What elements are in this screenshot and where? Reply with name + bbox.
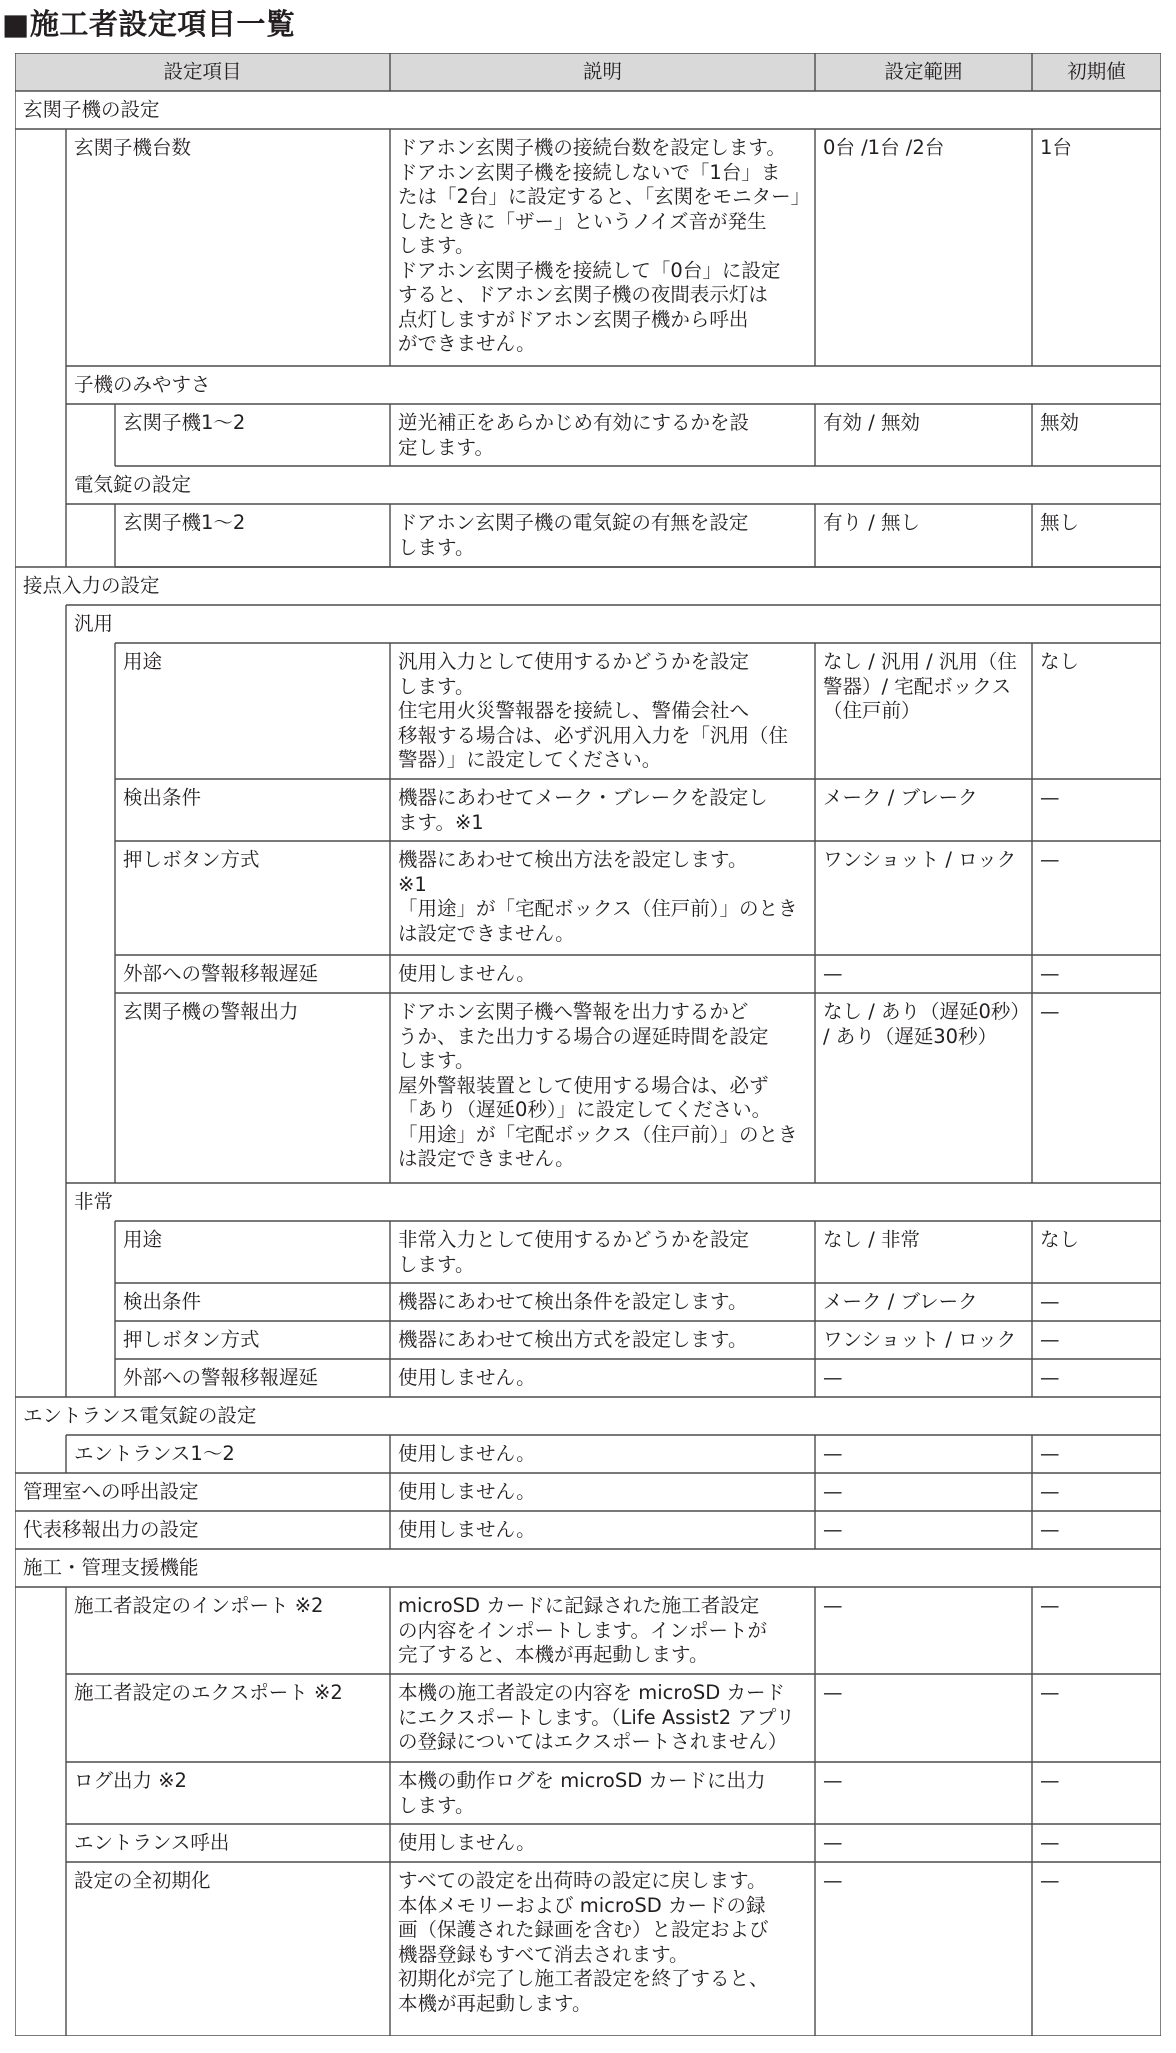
row-label: 玄関子機1〜2 — [123, 511, 246, 534]
row-range: メーク / ブレーク — [823, 786, 978, 809]
page-title: ■施工者設定項目一覧 — [2, 7, 296, 41]
row-range: — — [823, 1442, 843, 1465]
row-range: — — [823, 1366, 843, 1389]
row-default: なし — [1040, 1228, 1080, 1251]
row-description: ドアホン玄関子機へ警報を出力するかど うか、また出力する場合の遅延時間を設定 します。 屋外警報装置として使用する場合は、必ず 「あり（遅延0秒）」に設定してください。 「用途」が「宅配ボックス（住戸前）」のとき は設定できません。 — [398, 1000, 798, 1170]
row-default: — — [1040, 1480, 1060, 1503]
row-default: — — [1040, 1594, 1060, 1617]
row-description: 機器にあわせて検出方式を設定します。 — [398, 1328, 748, 1351]
row-label: 押しボタン方式 — [123, 848, 260, 871]
row-default: — — [1040, 1681, 1060, 1704]
row-label: ログ出力 ※2 — [74, 1769, 187, 1792]
row-range: なし / あり（遅延0秒） / あり（遅延30秒） — [823, 1000, 1030, 1048]
row-default: — — [1040, 1831, 1060, 1854]
subsection-title-lock: 電気錠の設定 — [74, 473, 192, 496]
row-default: — — [1040, 1442, 1060, 1465]
row-range: — — [823, 1831, 843, 1854]
row-description: 本機の動作ログを microSD カードに出力 します。 — [398, 1769, 766, 1817]
row-range: ワンショット / ロック — [823, 1328, 1017, 1351]
row-default: — — [1040, 1000, 1060, 1023]
row-label: 外部への警報移報遅延 — [123, 962, 319, 985]
row-label: 検出条件 — [123, 1290, 202, 1313]
section-title-entrance-lock: エントランス電気錠の設定 — [23, 1404, 257, 1427]
subsection-title-emergency: 非常 — [74, 1190, 114, 1213]
row-range: — — [823, 1869, 843, 1892]
settings-table — [15, 53, 1161, 2036]
header-description: 説明 — [582, 60, 622, 83]
row-description: 使用しません。 — [398, 962, 536, 985]
row-description: すべての設定を出荷時の設定に戻します。 本体メモリーおよび microSD カードの録 画（保護された録画を含む）と設定および 機器登録もすべて消去されます。 初期化が完了し施工者設定を終了すると、 本機が再起動します。 — [398, 1869, 769, 2015]
subsection-title-visibility: 子機のみやすさ — [74, 373, 211, 396]
row-description: 機器にあわせて検出方法を設定します。 ※1 「用途」が「宅配ボックス（住戸前）」のとき は設定できません。 — [398, 848, 798, 945]
row-label: 施工者設定のインポート ※2 — [74, 1594, 324, 1617]
row-label: エントランス呼出 — [74, 1831, 230, 1854]
row-label: 用途 — [123, 650, 163, 673]
row-default: — — [1040, 1290, 1060, 1313]
row-description: 汎用入力として使用するかどうかを設定 します。 住宅用火災警報器を接続し、警備会社へ 移報する場合は、必ず汎用入力を「汎用（住 警器）」に設定してください。 — [398, 650, 789, 771]
row-default: — — [1040, 848, 1060, 871]
row-label: 代表移報出力の設定 — [23, 1518, 199, 1541]
row-default: 無効 — [1040, 411, 1080, 434]
row-default: — — [1040, 1518, 1060, 1541]
row-label: 検出条件 — [123, 786, 202, 809]
subsection-title-general: 汎用 — [74, 612, 114, 635]
section-title-support: 施工・管理支援機能 — [23, 1556, 199, 1579]
header-default: 初期値 — [1067, 60, 1126, 83]
row-description: ドアホン玄関子機の電気錠の有無を設定 します。 — [398, 511, 749, 559]
row-range: — — [823, 1681, 843, 1704]
row-range: — — [823, 1594, 843, 1617]
row-label: 用途 — [123, 1228, 163, 1251]
row-range: ワンショット / ロック — [823, 848, 1017, 871]
section-title-contact: 接点入力の設定 — [23, 574, 160, 597]
row-description: 使用しません。 — [398, 1366, 536, 1389]
row-label: 設定の全初期化 — [74, 1869, 211, 1892]
header-range: 設定範囲 — [884, 60, 963, 83]
row-default: — — [1040, 1869, 1060, 1892]
row-label: 管理室への呼出設定 — [23, 1480, 199, 1503]
row-range: なし / 非常 — [823, 1228, 920, 1251]
row-label: エントランス1〜2 — [74, 1442, 235, 1465]
header-item: 設定項目 — [163, 60, 242, 83]
row-description: 使用しません。 — [398, 1442, 536, 1465]
row-default: — — [1040, 1366, 1060, 1389]
row-label: 押しボタン方式 — [123, 1328, 260, 1351]
row-default: — — [1040, 1769, 1060, 1792]
row-label: 玄関子機台数 — [74, 136, 192, 159]
row-description: 本機の施工者設定の内容を microSD カード にエクスポートします。（Life Assist2 アプリ の登録についてはエクスポートされません） — [398, 1681, 796, 1753]
row-label: 施工者設定のエクスポート ※2 — [74, 1681, 343, 1704]
row-range: なし / 汎用 / 汎用（住 警器）/ 宅配ボックス （住戸前） — [823, 650, 1017, 722]
row-description: 使用しません。 — [398, 1480, 536, 1503]
row-description: 使用しません。 — [398, 1518, 536, 1541]
row-range: — — [823, 1769, 843, 1792]
row-description: 機器にあわせて検出条件を設定します。 — [398, 1290, 748, 1313]
section-title-entrance: 玄関子機の設定 — [23, 98, 160, 121]
row-default: なし — [1040, 650, 1080, 673]
row-range: 0台 /1台 /2台 — [823, 136, 945, 159]
row-range: — — [823, 1518, 843, 1541]
row-label: 外部への警報移報遅延 — [123, 1366, 319, 1389]
row-description: 使用しません。 — [398, 1831, 536, 1854]
row-range: メーク / ブレーク — [823, 1290, 978, 1313]
row-description: 機器にあわせてメーク・ブレークを設定し ます。※1 — [398, 786, 768, 834]
row-label: 玄関子機1〜2 — [123, 411, 246, 434]
row-description: microSD カードに記録された施工者設定 の内容をインポートします。インポートが 完了すると、本機が再起動します。 — [398, 1594, 767, 1666]
row-range: — — [823, 1480, 843, 1503]
row-default: — — [1040, 962, 1060, 985]
row-default: — — [1040, 786, 1060, 809]
row-description: ドアホン玄関子機の接続台数を設定します。 ドアホン玄関子機を接続しないで「1台」ま たは「2台」に設定すると、「玄関をモニター」 したときに「ザー」というノイズ音が発生 します。 ドアホン玄関子機を接続して「0台」に設定 すると、ドアホン玄関子機の夜間表示灯は 点灯しますがドアホン玄関子機から呼出 ができません。 — [398, 136, 811, 355]
row-range: — — [823, 962, 843, 985]
row-default: 無し — [1040, 511, 1080, 534]
row-description: 逆光補正をあらかじめ有効にするかを設 定します。 — [398, 411, 750, 459]
row-range: 有効 / 無効 — [823, 411, 920, 434]
row-default: — — [1040, 1328, 1060, 1351]
row-range: 有り / 無し — [823, 511, 920, 534]
row-description: 非常入力として使用するかどうかを設定 します。 — [398, 1228, 750, 1276]
row-default: 1台 — [1040, 136, 1072, 159]
row-label: 玄関子機の警報出力 — [123, 1000, 299, 1023]
